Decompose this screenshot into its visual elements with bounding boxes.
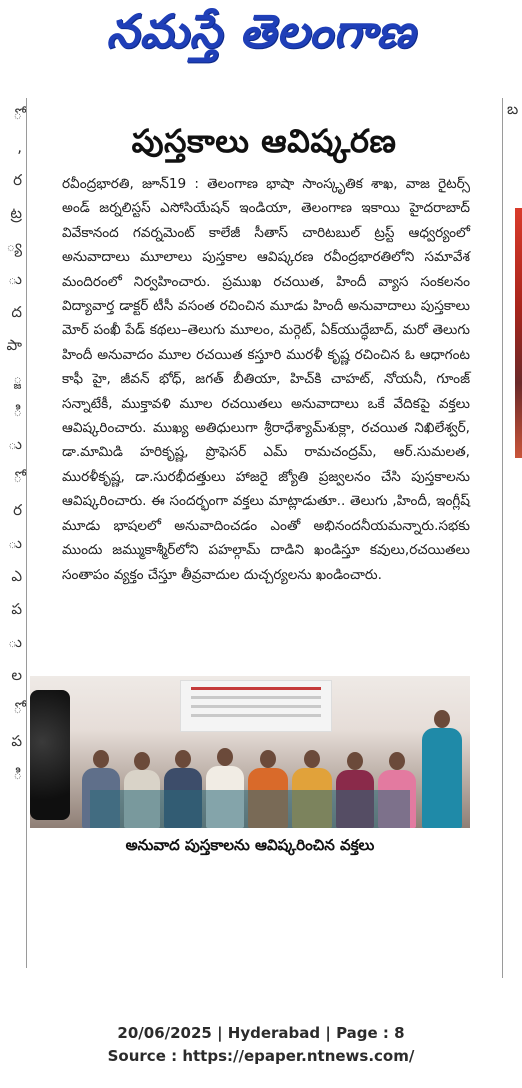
camera-silhouette	[30, 690, 70, 820]
footer-source-link[interactable]: Source : https://epaper.ntnews.com/	[107, 1047, 415, 1065]
photo-caption: అనువాద పుస్తకాలను ఆవిష్కరించిన వక్తలు	[125, 836, 375, 854]
footer-date-location: 20/06/2025 | Hyderabad | Page : 8	[117, 1024, 405, 1042]
masthead	[0, 0, 522, 74]
left-column-stub: ,	[17, 138, 22, 156]
stage-table	[90, 790, 410, 828]
adjacent-column-right	[502, 98, 522, 978]
article-headline: పుస్తకాలు ఆవిష్కరణ	[131, 122, 397, 160]
left-column-stub: ట్ర	[10, 204, 22, 222]
adjacent-column-left	[0, 98, 27, 968]
left-column-stub: ు	[8, 270, 22, 288]
left-column-stub: ు	[8, 435, 22, 453]
left-column-stub: ప	[11, 732, 22, 750]
page-footer	[0, 1022, 522, 1068]
article-body: రవీంద్రభారతి, జూన్19 : తెలంగాణ భాషా సాంస్కృతిక శాఖ, వాజ రైటర్స్ అండ్ జర్నలిస్టస్ ఎసోసియేషన్ ఇండియా, తెలంగాణ ఇకాయి హైదరాబాద్ వివేకానంద గవర్నమెంట్ కాలేజీ సీతాస్ చారిటబుల్ ట్రస్ట్ ఆధ్వర్యంలో అనువాదాలు మూలాలు పుస్తకాల ఆవిష్కరణ రవీంద్రభారతిలోని సమావేశ మందిరంలో నిర్వహించారు. ప్రముఖ రచయిత, హిందీ వ్యాస సంకలనం విద్యావార్త డాక్టర్ టీసీ వసంత రచించిన మూడు హిందీ అనువాదాలు పుస్తకాలు మోర్ పంఖీ పేడ్ కథలు–తెలుగు మూలం, మర్గెట్, ఏక్‌యుద్ధేబాద్, మరో తెలుగు హిందీ అనువాదం మూల రచయిత కస్తూరి మురళీ కృష్ణ రచించిన ఓ ఆధాగంట కాఫీ హై, జీవన్ భోధ్, జగత్ బీతియా, హిచ్‌కి చాహట్, నోయనీ, గూంజ్ సన్నాటేకీ, ముక్తావళి మూల రచయితలు అనువాదాలు ఒకే వేదికపై వక్తలు ఆవిష్కరించారు. ముఖ్య అతిధులుగా శ్రీరాధేశ్యామ్‌శుక్లా, రచయిత నిఖిలేశ్వర్, డా.మామిడి హరికృష్ణ, ప్రొఫెసర్ ఎమ్ రామచంద్రమ్, ఆర్.సుమలత, మురళీకృష్ణ, డా.సురభీదత్తులు హాజరై జ్యోతి ప్రజ్వలనం చేసి పుస్తకాలను ఆవిష్కరించారు. ఈ సందర్భంగా వక్తలు మాట్లాడుతూ.. తెలుగు ,హిందీ, ఇంగ్లీష్ మూడు భాషలలో అనువాదించడం ఎంతో అభినందనీయమన్నారు.సభకు ముందు జమ్ముకాశ్మీర్‌లోని పహల్గామ్ దాడిని ఖండిస్తూ కవులు,రచయితలు సంతాపం వ్యక్తం చేస్తూ తీవ్రవాదుల దుచ్చర్యలను ఖండించారు.	[62, 176, 470, 583]
left-column-stub: ి	[13, 402, 22, 420]
left-column-stub: ప	[11, 600, 22, 618]
left-column-stub: ర	[13, 171, 22, 189]
left-column-stub: ు	[8, 633, 22, 651]
newspaper-title: నమస్తే తెలంగాణ	[106, 4, 416, 58]
left-column-stub: ర	[13, 501, 22, 519]
left-column-stub: ో	[13, 699, 22, 717]
left-column-stub: ో	[13, 468, 22, 486]
left-column-stub: ఎ	[11, 567, 22, 585]
left-column-stub: ు	[8, 534, 22, 552]
left-column-stub: ి	[13, 765, 22, 783]
left-column-stub: పా	[6, 336, 22, 354]
left-column-stub: ్య	[6, 237, 22, 255]
left-column-stub: ద	[11, 303, 22, 321]
left-column-stub: ్జ	[13, 369, 22, 387]
stage-banner	[180, 680, 332, 732]
article-photo	[30, 676, 470, 828]
right-column-stub: బ	[507, 100, 519, 118]
left-column-stub: ో	[13, 105, 22, 123]
adjacent-photo-fragment	[515, 208, 522, 458]
person-figure	[422, 728, 462, 828]
left-column-stub: ల	[11, 666, 22, 684]
